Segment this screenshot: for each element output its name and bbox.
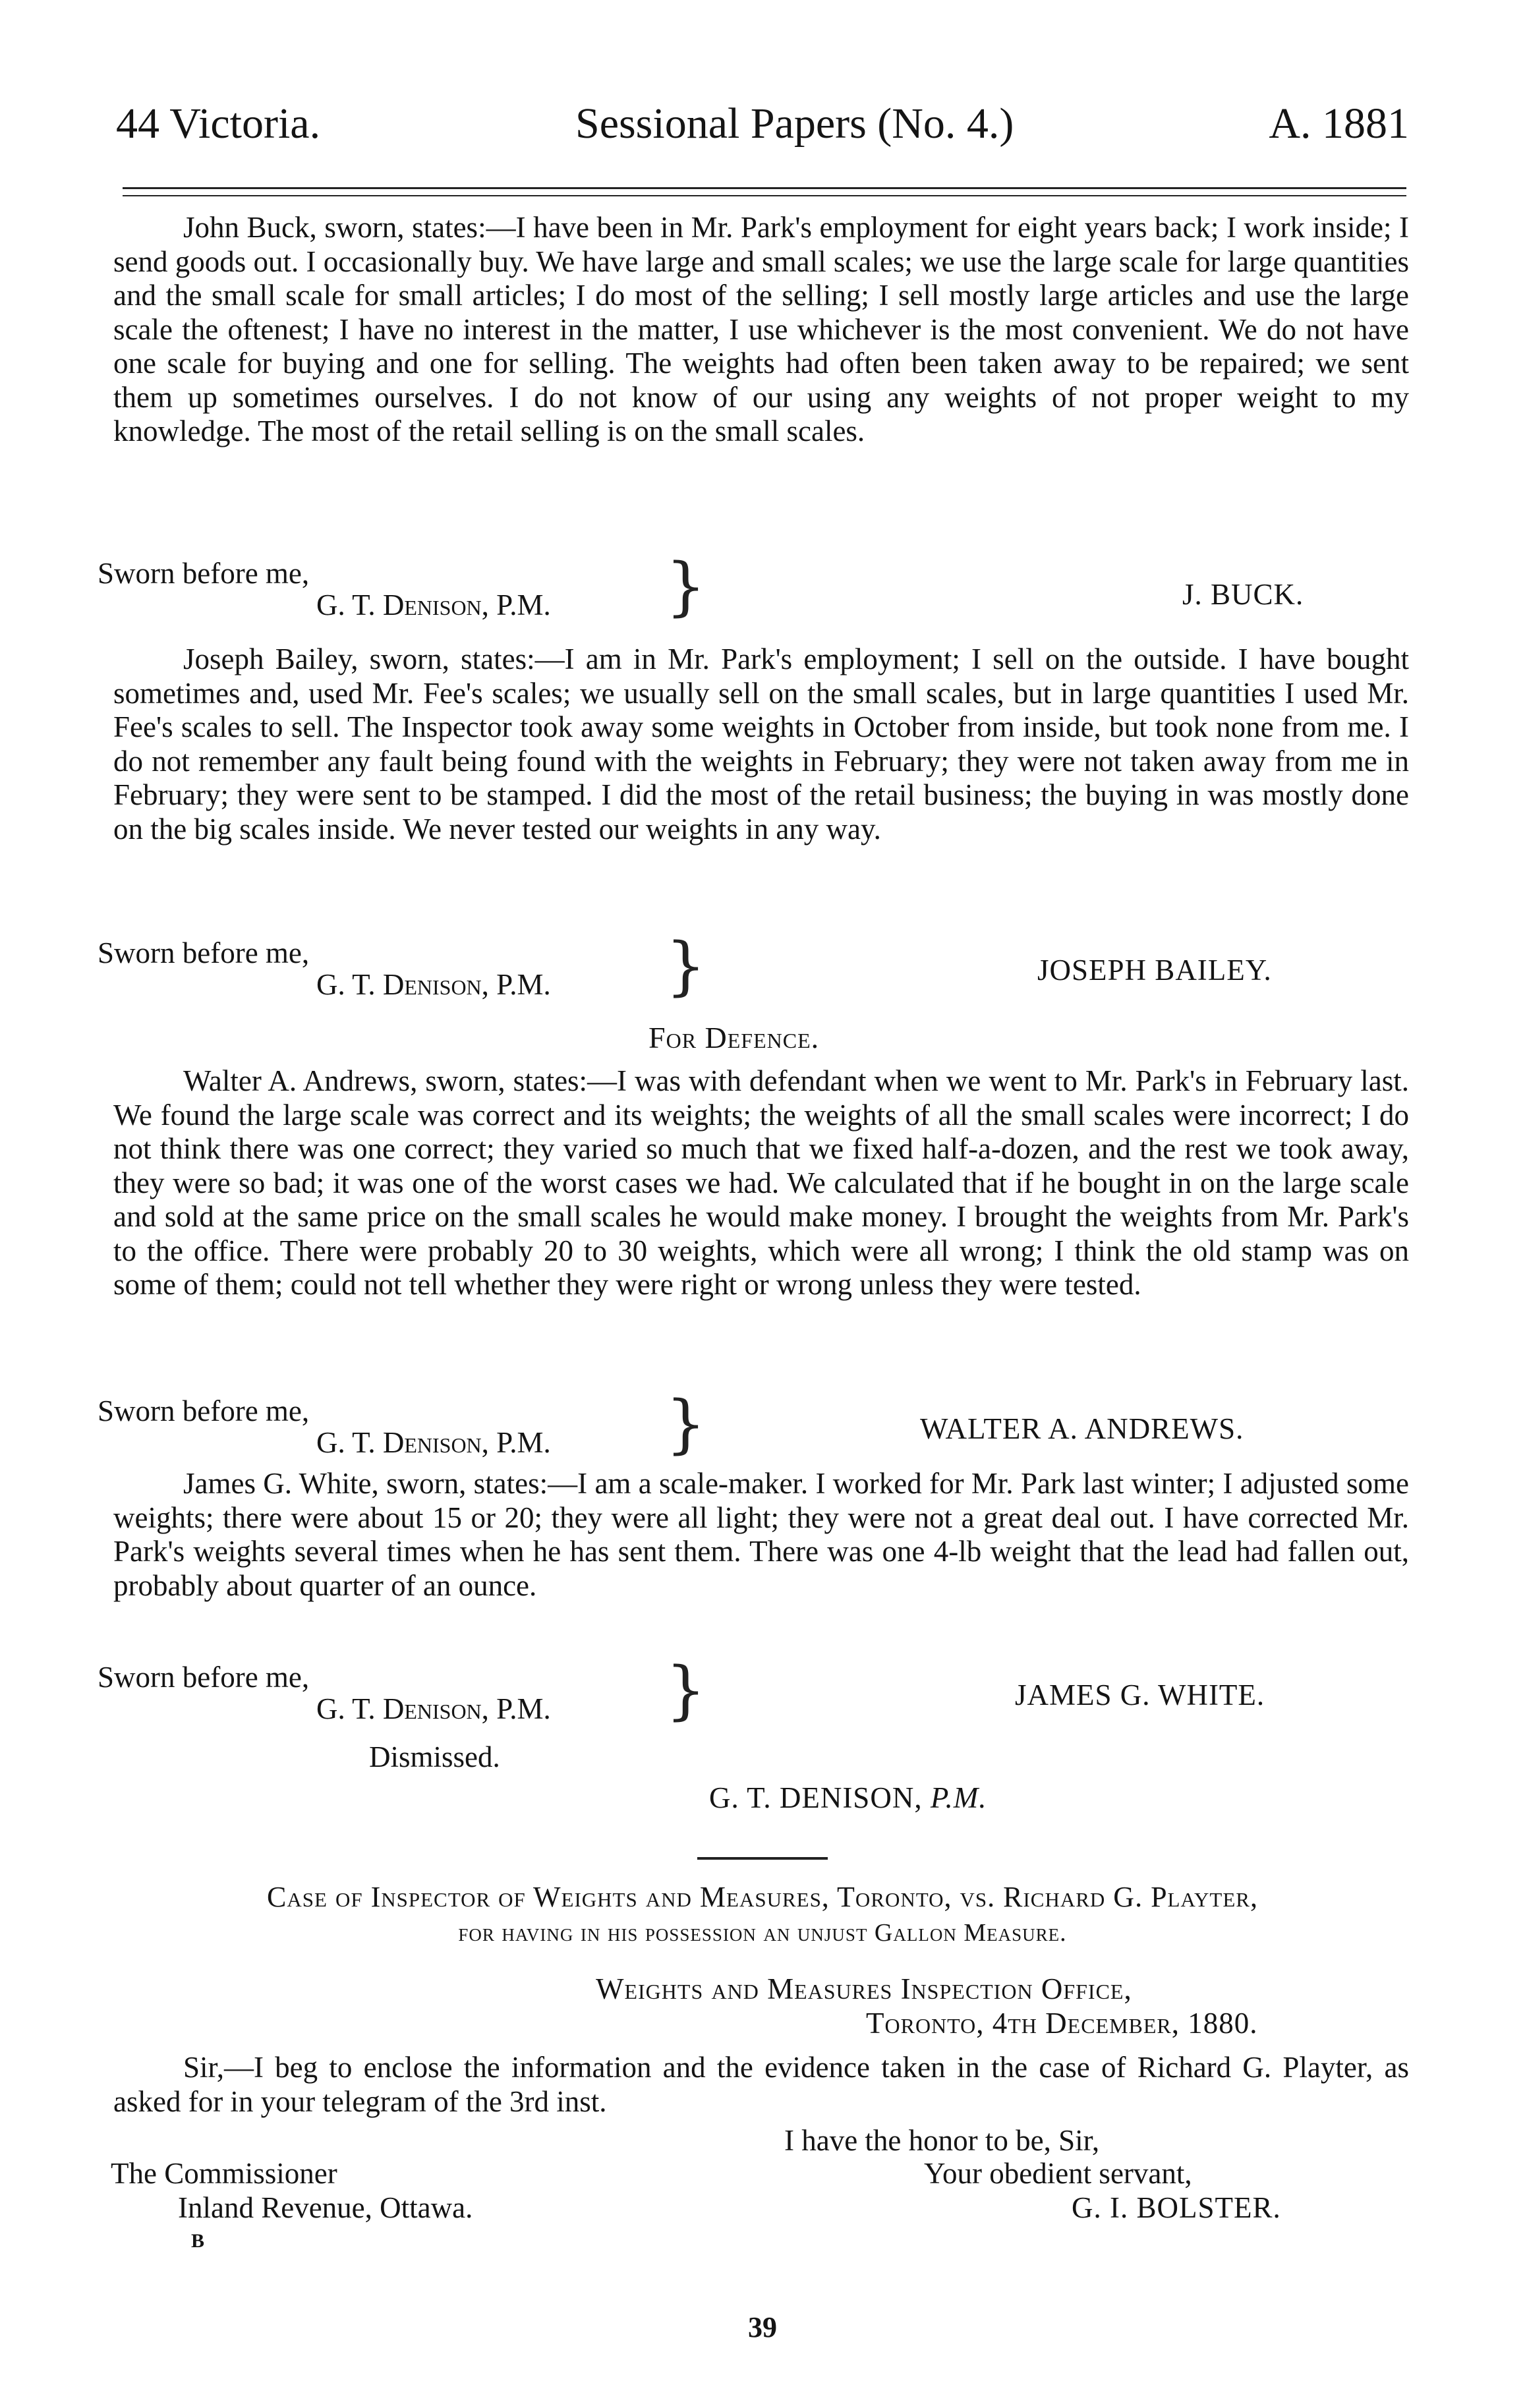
sworn-block-bailey	[98, 937, 551, 1000]
sworn-block-white	[98, 1661, 551, 1725]
signature-bailey: JOSEPH BAILEY.	[1037, 954, 1272, 987]
sworn-before-me: Sworn before me,	[98, 936, 310, 969]
testimony-bailey: Joseph Bailey, sworn, states:—I am in Mr. Park's employment; I sell on the outside. I have bought sometimes and, used Mr. Fee's scales; we usually sell on the small scales, but in large quantities I used Mr. Fee's scales to sell. The Inspector took away some weights in October from inside, but took none from me. I do not remember any fault being found with the weights in February; they were not taken away from me in February; they were sent to be stamped. I did the most of the retail business; the buying in was mostly done on the big scales inside. We never tested our weights in any way.	[113, 643, 1409, 846]
section-heading-defence: For Defence.	[648, 1021, 820, 1054]
sworn-before-me: Sworn before me,	[98, 1661, 310, 1694]
final-signature-title: P.M.	[930, 1781, 987, 1814]
header-rule-top	[123, 187, 1406, 189]
testimony-andrews: Walter A. Andrews, sworn, states:—I was with defendant when we went to Mr. Park's in February last. We found the large scale was correct and its weights; the weights of all the small scales were incorrect; I do not think there was one correct; they varied so much that we fixed half-a-dozen, and the rest we took away, they were so bad; it was one of the worst cases we had. We calculated that if he bought in on the large scale and sold at the same price on the small scales he would make money. I brought the weights from Mr. Park's to the office. There were probably 20 to 30 weights, which were all wrong; I think the old stamp was on some of them; could not tell whether they were right or wrong unless they were tested.	[113, 1064, 1409, 1301]
addressee-line1: The Commissioner	[111, 2157, 337, 2190]
magistrate-name: G. T. Denison, P.M.	[316, 588, 551, 621]
sworn-block-buck	[98, 558, 551, 621]
letter-body: Sir,—I beg to enclose the information and the evidence taken in the case of Richard G. Playter, as asked for in your telegram of the 3rd inst.	[113, 2051, 1409, 2118]
case-title-line1: Case of Inspector of Weights and Measures, Toronto, vs. Richard G. Playter,	[267, 1881, 1258, 1913]
case-title-line2: for having in his possession an unjust Gallon Measure.	[458, 1919, 1067, 1947]
signature-andrews: WALTER A. ANDREWS.	[920, 1412, 1244, 1445]
office-name: Weights and Measures Inspection Office,	[596, 1972, 1132, 2005]
final-signature-name: G. T. DENISON,	[709, 1781, 923, 1814]
magistrate-name: G. T. Denison, P.M.	[316, 1426, 551, 1459]
sheet-mark: B	[191, 2230, 205, 2252]
header-rule-bottom	[123, 195, 1406, 196]
dismissed-note: Dismissed.	[369, 1740, 500, 1773]
testimony-buck: John Buck, sworn, states:—I have been in Mr. Park's employment for eight years back; I work inside; I send goods out. I occasionally buy. We have large and small scales; we use the large scale for large quantities and the small scale for small articles; I do most of the selling; I sell mostly large articles and use the large scale the oftenest; I have no interest in the matter, I use whichever is the most convenient. We do not have one scale for buying and one for selling. The weights had often been taken away to be repaired; we sent them up sometimes ourselves. I do not know of our using any weights of not proper weight to my knowledge. The most of the retail selling is on the small scales.	[113, 211, 1409, 447]
signature-buck: J. BUCK.	[1182, 578, 1304, 611]
sworn-before-me: Sworn before me,	[98, 557, 310, 590]
running-header	[116, 99, 1409, 152]
final-signature	[709, 1781, 987, 1815]
office-date: Toronto, 4th December, 1880.	[866, 2007, 1258, 2040]
sender-name: G. I. BOLSTER.	[1072, 2191, 1281, 2224]
header-title: Sessional Papers (No. 4.)	[575, 100, 1014, 148]
brace-icon: }	[666, 550, 706, 623]
closing-line1: I have the honor to be, Sir,	[784, 2124, 1100, 2157]
header-year: A. 1881	[1269, 100, 1409, 148]
section-divider	[697, 1857, 828, 1860]
brace-icon: }	[666, 929, 706, 1003]
brace-icon: }	[666, 1387, 706, 1461]
case-title	[80, 1879, 1445, 1951]
page-number: 39	[748, 2311, 777, 2343]
header-session: 44 Victoria.	[116, 100, 321, 148]
brace-icon: }	[666, 1653, 706, 1727]
testimony-white: James G. White, sworn, states:—I am a scale-maker. I worked for Mr. Park last winter; I adjusted some weights; there were about 15 or 20; they were all light; they were not a great deal out. I have corrected Mr. Park's weights several times when he has sent them. There was one 4-lb weight that the lead had fallen out, probably about quarter of an ounce.	[113, 1467, 1409, 1602]
signature-white: JAMES G. WHITE.	[1015, 1678, 1265, 1711]
sworn-block-andrews	[98, 1395, 551, 1458]
magistrate-name: G. T. Denison, P.M.	[316, 1692, 551, 1725]
magistrate-name: G. T. Denison, P.M.	[316, 968, 551, 1001]
sworn-before-me: Sworn before me,	[98, 1394, 310, 1427]
closing-line2: Your obedient servant,	[924, 2157, 1192, 2190]
addressee-line2: Inland Revenue, Ottawa.	[178, 2191, 473, 2224]
